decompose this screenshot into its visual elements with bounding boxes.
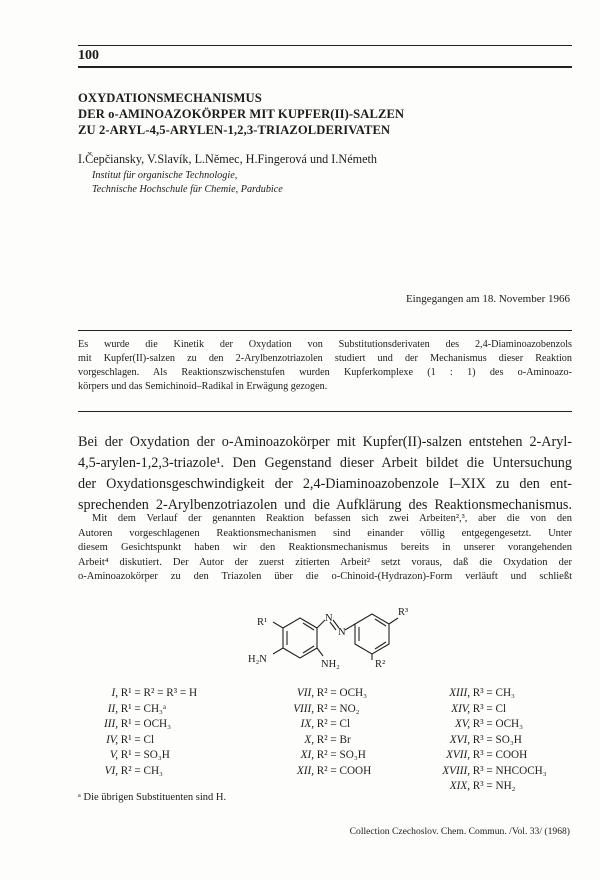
compound-formula: R² = COOH <box>316 764 372 777</box>
compound-formula: R³ = SO₃H <box>472 733 522 746</box>
institution-line: Institut für organische Technologie, <box>92 170 238 181</box>
abstract-bottom-rule <box>78 411 572 412</box>
compound-number: XIX, <box>449 780 470 792</box>
compound-entry <box>262 717 371 733</box>
compound-formula: R² = SO₃H <box>316 749 366 761</box>
structural-formula <box>235 598 435 680</box>
compound-number: XVII, <box>446 749 470 761</box>
abstract-line: körpers und das Semichinoid–Radikal in Erwägung gezogen. <box>78 381 328 392</box>
compound-list-column <box>262 686 371 779</box>
azo-bond <box>317 620 325 628</box>
compound-formula: R² = NO₂ <box>316 702 360 715</box>
azo-bond <box>345 624 355 630</box>
compound-formula: R¹ = R² = R³ = H <box>120 687 198 699</box>
abstract <box>78 338 572 394</box>
h2n-label: H₂N <box>248 654 267 665</box>
h2n-bond <box>273 648 283 654</box>
double-bond <box>303 623 314 630</box>
compound-entry <box>412 764 547 780</box>
compound-entry <box>262 748 371 764</box>
compound-formula: R³ = COOH <box>472 749 528 761</box>
compound-formula: R¹ = CH₃ᵃ <box>120 702 167 715</box>
compound-number: III, <box>104 718 118 730</box>
abstract-top-rule <box>78 330 572 331</box>
compound-number: II, <box>107 702 118 715</box>
compound-entry <box>82 686 197 702</box>
compound-entry <box>412 748 547 764</box>
compound-number: XII, <box>296 764 314 777</box>
top-rule-lower <box>78 66 572 68</box>
institution <box>92 169 283 197</box>
body-paragraph <box>78 512 572 585</box>
compound-number: X, <box>304 733 314 746</box>
compound-formula: R³ = NH₂ <box>472 780 516 792</box>
compound-entry <box>82 733 197 749</box>
compound-entry <box>412 686 547 702</box>
compound-number: VI, <box>104 764 118 777</box>
title-line: ZU 2-ARYL-4,5-ARYLEN-1,2,3-TRIAZOLDERIVATEN <box>78 123 391 137</box>
compound-entry <box>412 717 547 733</box>
compound-entry <box>412 779 547 795</box>
abstract-line: vorgeschlagen. Als Reaktionszwischenstufen wurden Kupferkomplexe (1 : 1) des o-Aminoazo- <box>78 367 572 378</box>
body-line: diesem Gesichtspunkt haben wir den Reaktionsmechanismus bereits in unserer vorangehenden <box>78 542 572 554</box>
compound-list-column <box>82 686 197 779</box>
compound-entry <box>412 702 547 718</box>
title-line: DER o-AMINOAZOKÖRPER MIT KUPFER(II)-SALZEN <box>78 107 405 121</box>
introduction-paragraph <box>78 432 572 516</box>
compound-number: IX, <box>300 718 314 730</box>
compound-formula: R³ = OCH₃ <box>472 718 524 730</box>
benzene-ring-left <box>283 618 317 658</box>
compound-number: XI, <box>300 749 314 761</box>
compound-number: XV, <box>454 718 470 730</box>
double-bond <box>375 642 386 649</box>
compound-formula: R¹ = OCH₃ <box>120 718 172 730</box>
compound-number: IV, <box>106 733 118 746</box>
title-line: OXYDATIONSMECHANISMUS <box>78 91 262 105</box>
body-line: Mit dem Verlauf der genannten Reaktion befassen sich zwei Arbeiten²,³, aber die von den <box>92 513 572 524</box>
page-number: 100 <box>78 48 99 63</box>
intro-line: der Oxydationsgeschwindigkeit der 2,4-Diaminoazobenzole I–XIX zu den ent- <box>78 476 572 492</box>
compound-number: XIII, <box>449 687 470 699</box>
azo-n-label: N <box>338 627 346 638</box>
nh2-bond <box>317 648 323 656</box>
body-line: o-Aminoazokörper zu den Triazolen über die o-Chinoid-(Hydrazon)-Form verläuft und schließt <box>78 571 572 583</box>
r3-bond <box>389 618 398 624</box>
abstract-line: mit Kupfer(II)-salzen zu den 2-Arylbenzotriazolen studiert und der Mechanismus dieser Reaktion <box>78 353 572 364</box>
compound-entry <box>82 748 197 764</box>
compound-formula: R¹ = SO₃H <box>120 749 170 761</box>
institution-line: Technische Hochschule für Chemie, Pardubice <box>92 184 283 195</box>
r3-label: R³ <box>398 607 409 618</box>
intro-line: 4,5-arylen-1,2,3-triazole¹. Den Gegenstand dieser Arbeit bildet die Untersuchung <box>78 455 572 471</box>
r1-bond <box>273 622 283 628</box>
abstract-line: Es wurde die Kinetik der Oxydation von Substitutionsderivaten des 2,4-Diaminoazobenzols <box>78 339 572 350</box>
compound-entry <box>262 764 371 780</box>
intro-line: sprechenden 2-Arylbenzotriazolen und die Aufklärung des Reaktionsmechanismus. <box>78 497 572 513</box>
compound-formula: R² = Cl <box>316 718 351 730</box>
compound-formula: R³ = Cl <box>472 702 507 715</box>
compound-number: V, <box>109 749 118 761</box>
compound-entry <box>82 717 197 733</box>
top-rule-upper <box>78 45 572 46</box>
r2-label: R² <box>375 659 386 670</box>
compound-number: VIII, <box>293 702 314 715</box>
compound-formula: R³ = NHCOCH₃ <box>472 764 547 777</box>
nh2-label: NH₂ <box>321 659 340 670</box>
double-bond <box>375 619 386 626</box>
compound-entry <box>412 733 547 749</box>
compound-formula: R² = CH₃ <box>120 764 163 777</box>
compound-entry <box>262 733 371 749</box>
double-bond <box>303 646 314 653</box>
compound-entry <box>82 764 197 780</box>
body-line: Autoren vorgeschlagenen Reaktionsmechanismen sind einander völlig entgegengesetzt. Unter <box>78 527 572 539</box>
received-date: Eingegangen am 18. November 1966 <box>405 293 570 305</box>
article-title <box>78 90 404 138</box>
compound-number: XVI, <box>449 733 470 746</box>
azo-n-label: N <box>325 613 333 624</box>
intro-line: Bei der Oxydation der o-Aminoazokörper mit Kupfer(II)-salzen entstehen 2-Aryl- <box>78 434 572 450</box>
compound-number: I, <box>111 687 118 699</box>
footnote: ᵃ Die übrigen Substituenten sind H. <box>78 792 227 803</box>
author-list: I.Čepčiansky, V.Slavík, L.Němec, H.Fingerová und I.Németh <box>78 152 377 166</box>
journal-citation: Collection Czechoslov. Chem. Commun. /Vol. 33/ (1968) <box>349 826 570 837</box>
compound-list-column <box>412 686 547 795</box>
body-line: Arbeit⁴ diskutiert. Der Autor der zuerst zitierten Arbeit² setzt voraus, daß die Oxydation der <box>78 556 572 568</box>
compound-number: XVIII, <box>442 764 470 777</box>
compound-number: VII, <box>296 687 314 699</box>
compound-entry <box>262 686 371 702</box>
compound-entry <box>262 702 371 718</box>
benzene-ring-right <box>355 614 389 654</box>
compound-formula: R² = OCH₃ <box>316 687 368 699</box>
r1-label: R¹ <box>257 617 268 628</box>
compound-formula: R² = Br <box>316 733 351 746</box>
compound-number: XIV, <box>451 702 470 715</box>
compound-entry <box>82 702 197 718</box>
compound-formula: R¹ = Cl <box>120 733 155 746</box>
compound-formula: R³ = CH₃ <box>472 687 515 699</box>
